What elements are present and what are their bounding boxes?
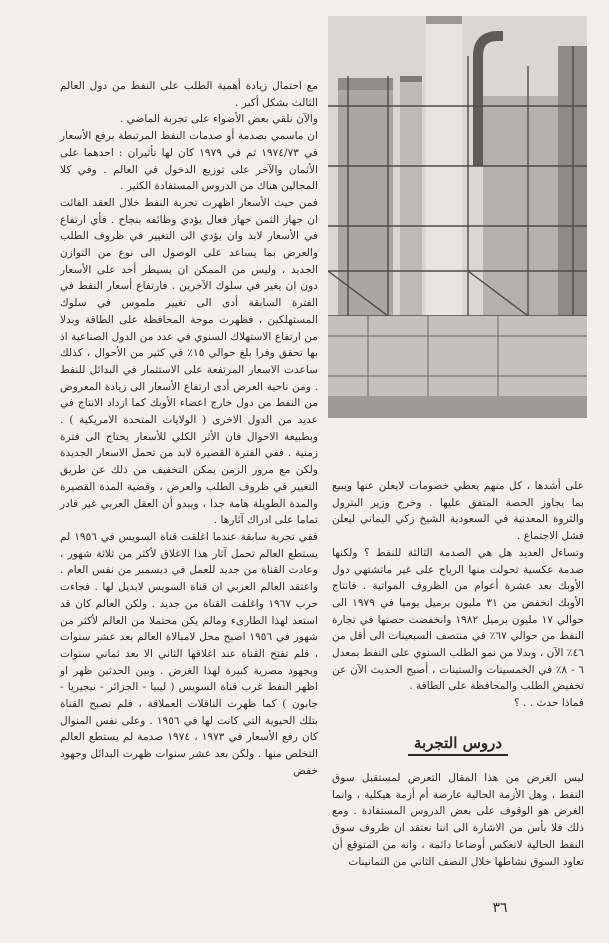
section-heading — [332, 732, 584, 754]
refinery-illustration — [328, 16, 587, 418]
paragraph: ليس الغرض من هذا المقال التعرض لمستقبل سوق النفط ، وهل الأزمة الحالية عارضة أم أزمة هيكلية ، وانما الغرض هو الوقوف على بعض الدروس المستفادة . ومع ذلك فلا بأس من الاشارة الى اننا نعتقد ان ظروف سوق النفط الحالية لاتعكس أوضاعا دائمة ، وانه من المتوقع أن تعاود السوق نشاطها خلال النصف الثاني من الثمانينات — [332, 772, 584, 868]
paragraph: ان ماسمي بصدمة أو صدمات النفط المرتبطة برفع الأسعار في ١٩٧٤/٧٣ ثم في ١٩٧٩ كان لها تأثيران : احدهما على الأثمان والآخر على توزيع الدخول في العالم . وفي كلا المجالين هناك من الدروس المستفادة الكثير . — [60, 130, 319, 193]
left-column-text — [60, 78, 318, 780]
oil-refinery-photo — [328, 16, 587, 418]
right-column-top-text — [332, 478, 584, 712]
right-column-bottom-text — [332, 770, 584, 870]
paragraph: والآن نلقي بعض الأضواء على تجربة الماضي . — [119, 113, 318, 126]
paragraph: مع احتمال زيادة أهمية الطلب على النفط من دول العالم الثالث بشكل أكبر . — [60, 80, 318, 109]
paragraph: فماذا حدث . . ؟ — [514, 697, 584, 710]
paragraph: وتساءل العديد هل هي الصدمة الثالثة للنفط ؟ ولكنها صدمة عكسية تحولت منها الرياح على غير ماتشتهي دول الأوبك بعد عشرة أعوام من الظروف المواتية . فانتاج الأوبك انخفض من ٣١ مليون برميل يوميا في ١٩٧٩ الى حوالي ١٧ مليون برميل ١٩٨٢ وانخفضت حصتها في تجارة النفط من حوالي ٦٧٪ في منتصف السبعينات الى أقل من ٤٦٪ الآن ، وبدلا من نمو الطلب السنوي على النفط بمعدل ٦ - ٨٪ في الخمسينات والستينات ، أصبح الحديث الآن عن تخفيض الطلب والمحافظة على الطاقة . — [332, 546, 585, 693]
paragraph: ففي تجربة سابقة عندما اغلقت قناة السويس في ١٩٥٦ لم يستطع العالم تحمل آثار هذا الاغلاق لأكثر من ثلاثة شهور ، وعادت القناة من جديد للعمل في ديسمبر من نفس العام . واعتقد العالم العربي ان قناة السويس لابديل لها . فجاءت حرب ١٩٦٧ واغلقت القناة من جديد . ولكن العالم كان قد استعد لهذا الطارىء ومالم يكن محتملا من العالم لأكثر من شهور في ١٩٥٦ اصبح محل لامبالاة العالم بعد عشر سنوات ، فلم تفتح القناة عند اغلاقها الثاني الا بعد ثماني سنوات وبجهود مصرية كبيرة لهذا الغرض . وبين الحدثين ظهر او اظهر النفط غرب قناة السويس ( ليبيا - الجزائر - نيجيريا - جابون ) كما ظهرت الناقلات العملاقة ، فلم تصبح القناة بتلك الحيوية التي كانت لها في ١٩٥٦ . وعلى نفس المنوال كان رفع الأسعار في ١٩٧٣ ، ١٩٧٤ صدمة لم يستطع العالم التخلص منها . ولكن بعد عشر سنوات ظهرت البدائل وجهود خفض — [60, 530, 318, 777]
page-number: ٣٦ — [492, 900, 508, 916]
section-heading-text: دروس التجربة — [408, 734, 508, 756]
paragraph: فمن حيث الأسعار اظهرت تجربة النفط خلال العقد الفائت ان جهاز الثمن جهاز فعال يؤدي وظائفه بنجاح . فأي ارتفاع في الأسعار لابد وان يؤدي الى التغيير في ظروف الطلب والعرض بما يساعد على الوصول الى نوع من التوازن الجديد ، وليس من الممكن ان يسيطر أحد على الأسعار دون ان يغير في سلوك الآخرين . فارتفاع أسعار النفط في الفترة السابقة أدى الى تغيير ملموس في سلوك المستهلكين ، فظهرت موجة المحافظة على الطاقة وبدلا من ارتفاع الاستهلاك السنوي في عدد من الدول الصناعية اذ بها تحقق وفرا بلغ حوالي ١٥٪ في كثير من الأحوال ، كذلك ساعدت الاسعار المرتفعة على الاستثمار في البدائل للنفط . ومن ناحية العرض أدى ارتفاع الأسعار الى زيادة المعروض من النفط من دول خارج اعضاء الأوبك كما ازداد الانتاج في عديد من الدول الاخرى ( الولايات المتحدة الامريكية ) . وبطبيعة الاحوال فان الأثر الكلي للأسعار يحتاج الى فترة زمنية . ففي الفترة القصيرة لابد من تحمل الاسعار الجديدة ولكن مع مرور الزمن يمكن التخفيف من ذلك عن طريق التغيير في ظروف الطلب والعرض ، وقضية المدة القصيرة والمدة الطويلة هامة جدا ، ويبدو أن العقل العربي غير قادر تماما على ادراك آثارها . — [60, 196, 318, 527]
paragraph: على أشدها ، كل منهم يعطي خصومات لايعلن عنها ويبيع بما يجاوز الحصة المتفق عليها . وخرج وزير البترول والثروة المعدنية في السعودية الشيخ زكي اليماني ليعلن فشل الاجتماع . — [332, 480, 584, 543]
